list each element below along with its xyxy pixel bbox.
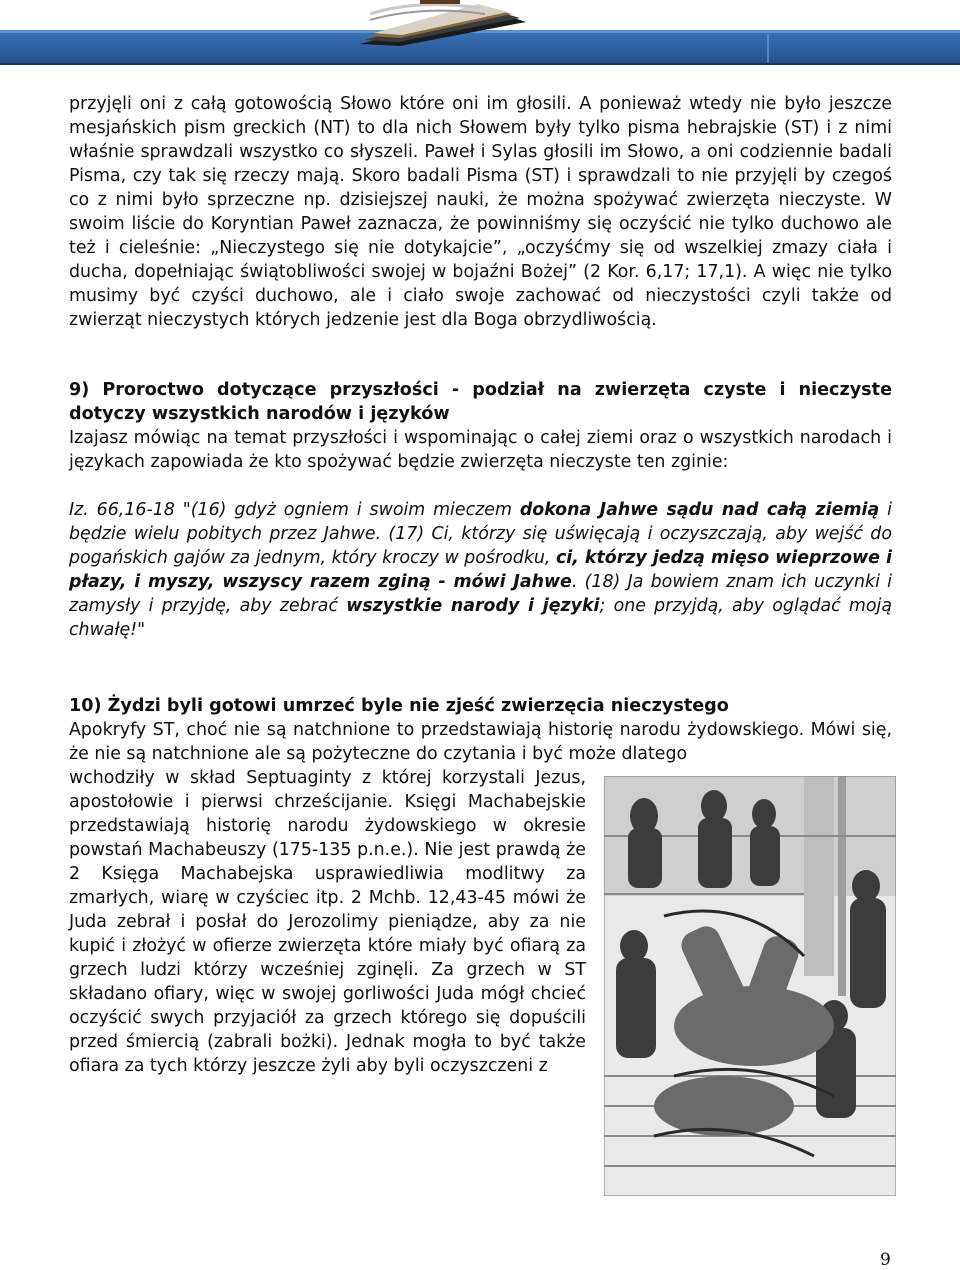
quote-emphasis: ci, którzy jedzą mięso wieprzowe i płazy, i myszy, wszyscy razem zginą - mówi Jahwe (69, 548, 893, 592)
section-10-text: Apokryfy ST, choć nie są natchnione to przedstawiają historię narodu żydowskiego. Mówi się, że nie są natchnione ale są pożyteczne do czytania i być może dlatego (69, 720, 892, 764)
quote-part: . (18) Ja bowiem znam ich uczynki i zamysły i przyjdę, aby zebrać (69, 572, 892, 616)
paragraph-intro: przyjęli oni z całą gotowością Słowo które oni im głosili. A ponieważ wtedy nie było jeszcze mesjańskich pism greckich (NT) to dla nich Słowem były tylko pisma hebrajskie (ST) i z nimi właśnie sprawdzali wszystko co słyszeli. Paweł i Sylas głosili im Słowo, a oni codziennie badali Pisma, czy tak się rzeczy mają. Skoro badali Pisma (ST) i sprawdzali to nie przyjęli by czegoś co z nimi było sprzeczne np. dzisiejszej nauki, że można spożywać zwierzęta nieczyste. W swoim liście do Koryntian Paweł zaznacza, że powinniśmy się oczyścić nie tylko duchowo ale też i cieleśnie: „Nieczystego się nie dotykajcie”, „oczyśćmy się od wszelkiej zmazy ciała i ducha, dopełniając świątobliwości swojej w bojaźni Bożej” (2 Kor. 6,17; 17,1). A więc nie tylko musimy być czyści duchowo, ale i ciało swoje zachować od nieczystości czyli także od zwierząt nieczystych których jedzenie jest dla Boga obrzydliwością. (69, 94, 892, 330)
section-9-text: Izajasz mówiąc na temat przyszłości i wspominając o całej ziemi oraz o wszystkich narodach i językach zapowiada że kto spożywać będzie zwierzęta nieczyste ten zginie: (69, 428, 892, 472)
wrapped-text-area (69, 766, 892, 1078)
page-number: 9 (880, 1250, 891, 1270)
engraving-illustration (604, 776, 896, 1196)
quote-emphasis: wszystkie narody i języki (346, 596, 600, 616)
quote-part: ; one przyjdą, aby oglądać moją chwałę!" (69, 596, 892, 640)
quote-part: i będzie wielu pobitych przez Jahwe. (17) Ci, którzy się uświęcają i oczyszczają, aby wejść do pogańskich gajów za jednym, który kroczy w pośrodku, (69, 500, 892, 568)
quote-emphasis: dokona Jahwe sądu nad całą ziemią (519, 500, 880, 520)
bible-book-icon (330, 0, 530, 46)
isaiah-quote (69, 498, 892, 642)
quote-part: Iz. 66,16-18 "(16) gdyż ogniem i swoim mieczem (69, 500, 520, 520)
section-10-text-wrapped: wchodziły w skład Septuaginty z której korzystali Jezus, apostołowie i pierwsi chrześcijanie. Księgi Machabejskie przedstawiają historię narodu żydowskiego w okresie powstań Machabeuszy (175-135 p.n.e.). Nie jest prawdą że 2 Księga Machabejska usprawiedliwia modlitwy za zmarłych, wiarę w czyściec itp. 2 Mchb. 12,43-45 mówi że Juda zebrał i posłał do Jerozolimy pieniądze, aby za nie kupić i złożyć w ofierze zwierzęta które miały być ofiarą za grzech ludzi którzy wcześniej zginęli. Za grzech w ST składano ofiary, więc w swojej gorliwości Juda mógł chcieć oczyścić swych przyjaciół za grzech którego się dopuścili przed śmiercią (zabrali bożki). Jednak mogła to być także ofiara za tych którzy jeszcze żyli aby byli oczyszczeni z (69, 768, 586, 1076)
section-9-heading: 9) Proroctwo dotyczące przyszłości - podział na zwierzęta czyste i nieczyste dotyczy wszystkich narodów i języków (69, 380, 892, 424)
section-10-heading: 10) Żydzi byli gotowi umrzeć byle nie zjeść zwierzęcia nieczystego (69, 696, 729, 716)
document-body (69, 92, 892, 1196)
